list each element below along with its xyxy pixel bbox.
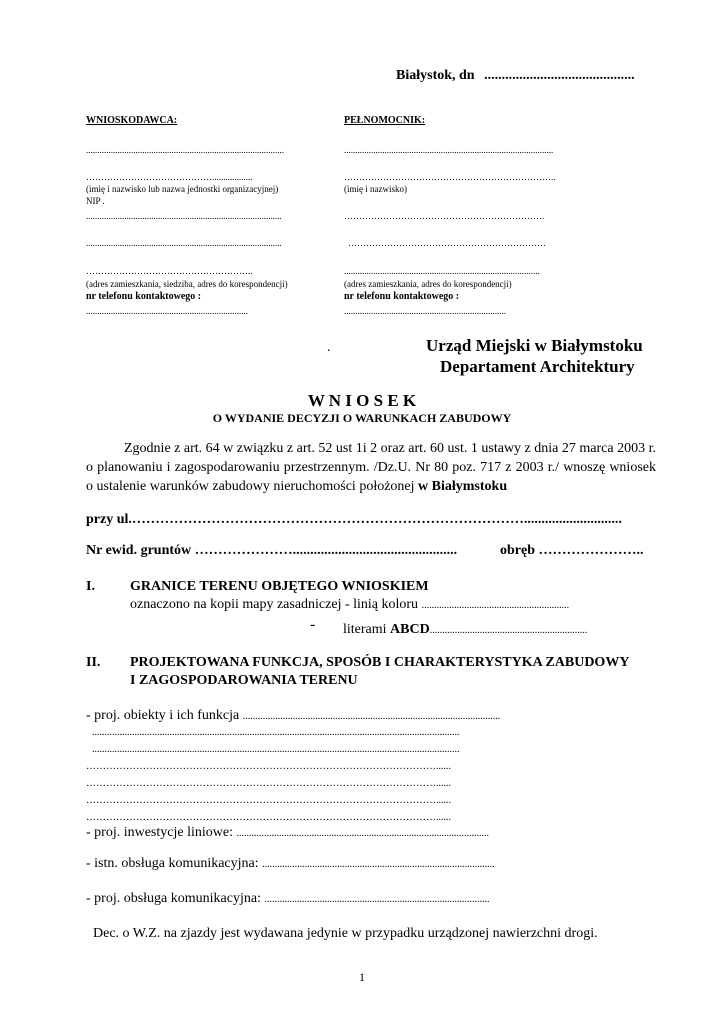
fill-line-6[interactable]: ……………………………………………………………………………………………...... — [86, 812, 451, 823]
proxy-phone-label: nr telefonu kontaktowego : — [344, 291, 460, 302]
fill-line-1[interactable]: ................................................................................................................................................... — [92, 727, 460, 738]
proxy-name-field[interactable]: ............................................................................................. — [344, 145, 554, 155]
section1-letters-row — [343, 622, 587, 638]
place-date-label: Białystok, dn — [396, 68, 475, 83]
proxy-address-field-3[interactable]: ....................................................................................... — [344, 266, 540, 276]
section2-item-planned-access — [86, 891, 489, 907]
fill-line-4[interactable]: ……………………………………………………………………………………………...... — [86, 778, 451, 789]
section2-heading-line2: I ZAGOSPODAROWANIA TERENU — [130, 673, 358, 688]
section2-number: II. — [86, 655, 101, 670]
document-subtitle: O WYDANIE DECYZJI O WARUNKACH ZABUDOWY — [212, 411, 512, 425]
section1-number: I. — [86, 579, 95, 594]
addressee-office: Urząd Miejski w Białymstoku — [426, 336, 643, 355]
section1-color-label: oznaczono na kopii mapy zasadniczej - linią koloru — [130, 597, 419, 612]
proxy-address-field-2[interactable]: ………………………………………………………… — [348, 238, 546, 248]
applicant-name-field-2[interactable]: …………………………………….................. — [86, 172, 253, 182]
proxy-name-field-2[interactable]: …………………………………………………………….. — [344, 172, 556, 182]
section2-note: Dec. o W.Z. na zjazdy jest wydawana jedynie w przypadku urządzonej nawierzchni drogi. — [93, 926, 598, 941]
section1-color-row — [130, 597, 569, 613]
addressee-department: Departament Architektury — [440, 357, 635, 376]
applicant-address-field-1[interactable]: ....................................................................................... — [86, 211, 282, 221]
section2-item-objects — [86, 708, 500, 724]
proxy-heading: PEŁNOMOCNIK: — [344, 115, 426, 126]
planned-access-field[interactable]: .......................................................................................... — [264, 894, 490, 905]
document-title: W N I O S E K — [307, 391, 417, 410]
parcel-label: Nr ewid. gruntów — [86, 543, 192, 558]
section1-letters-field[interactable]: ............................................................... — [429, 625, 588, 636]
objects-label: - proj. obiekty i ich funkcja — [86, 708, 240, 723]
proxy-address-caption: (adres zamieszkania, adres do korespondencji) — [344, 279, 512, 289]
precinct-field[interactable]: …………………. — [538, 543, 640, 558]
applicant-heading: WNIOSKODAWCA: — [86, 115, 178, 126]
parcel-field[interactable]: …………………............................................... — [194, 543, 458, 558]
section1-dash: - — [310, 616, 316, 633]
applicant-address-caption: (adres zamieszkania, siedziba, adres do korespondencji) — [86, 279, 288, 289]
street-row — [86, 512, 622, 528]
planned-access-label: - proj. obsługa komunikacyjna: — [86, 891, 261, 906]
street-label: przy ul. — [86, 512, 132, 527]
existing-access-field[interactable]: ............................................................................................. — [262, 859, 495, 870]
applicant-name-caption: (imię i nazwisko lub nazwa jednostki organizacyjnej) — [86, 184, 279, 194]
section1-heading: GRANICE TERENU OBJĘTEGO WNIOSKIEM — [130, 579, 429, 594]
applicant-address-field-3[interactable]: ……………………………………………….. — [86, 266, 253, 276]
section1-letters-label: literami — [343, 622, 391, 637]
section2-item-linear — [86, 825, 489, 841]
intro-text: Zgodnie z art. 64 w związku z art. 52 ust 1i 2 oraz art. 60 ust. 1 ustawy z dnia 27 marca 2003 r. o planowaniu i zagospodarowaniu przestrzennym. /Dz.U. Nr 80 poz. 717 z 2003 r./ wnoszę wniosek o ustalenie warunków zabudowy nieruchomości położonej — [86, 441, 656, 494]
precinct-end: . — [640, 543, 644, 558]
proxy-name-caption: (imię i nazwisko) — [344, 184, 407, 194]
linear-label: - proj. inwestycje liniowe: — [86, 825, 233, 840]
addressee-dot: . — [327, 340, 331, 355]
applicant-name-field[interactable]: ........................................................................................ — [86, 145, 284, 155]
section1-letters-bold: ABCD — [390, 622, 430, 637]
proxy-phone-field[interactable]: ........................................................................ — [344, 306, 506, 316]
proxy-address-field-1[interactable]: …………………………………………………………. — [344, 211, 545, 221]
street-field[interactable]: …………………………………………………………………………............................ — [131, 512, 622, 527]
precinct-row — [500, 543, 644, 559]
fill-line-3[interactable]: ……………………………………………………………………………………………...... — [86, 761, 451, 772]
section2-item-existing-access — [86, 856, 495, 872]
objects-field[interactable]: ....................................................................................................... — [242, 711, 501, 722]
intro-city: w Białymstoku — [418, 479, 508, 494]
applicant-address-field-2[interactable]: ....................................................................................... — [86, 238, 282, 248]
place-date — [396, 68, 635, 84]
existing-access-label: - istn. obsługa komunikacyjna: — [86, 856, 259, 871]
applicant-phone-label: nr telefonu kontaktowego : — [86, 291, 202, 302]
intro-paragraph — [86, 439, 656, 496]
applicant-nip[interactable]: NIP . — [86, 196, 105, 206]
page-number: 1 — [359, 970, 365, 984]
section2-heading-line1: PROJEKTOWANA FUNKCJA, SPOSÓB I CHARAKTERYSTYKA ZABUDOWY — [130, 655, 630, 670]
linear-field[interactable]: ..................................................................................................... — [236, 828, 489, 839]
parcel-row — [86, 543, 457, 559]
precinct-label: obręb — [500, 543, 535, 558]
applicant-phone-field[interactable]: ........................................................................ — [86, 306, 248, 316]
place-date-field[interactable]: ........................................... — [484, 68, 635, 83]
section1-color-field[interactable]: ........................................................... — [421, 600, 570, 611]
fill-line-2[interactable]: ................................................................................................................................................... — [92, 744, 460, 755]
fill-line-5[interactable]: ……………………………………………………………………………………………...... — [86, 795, 451, 806]
